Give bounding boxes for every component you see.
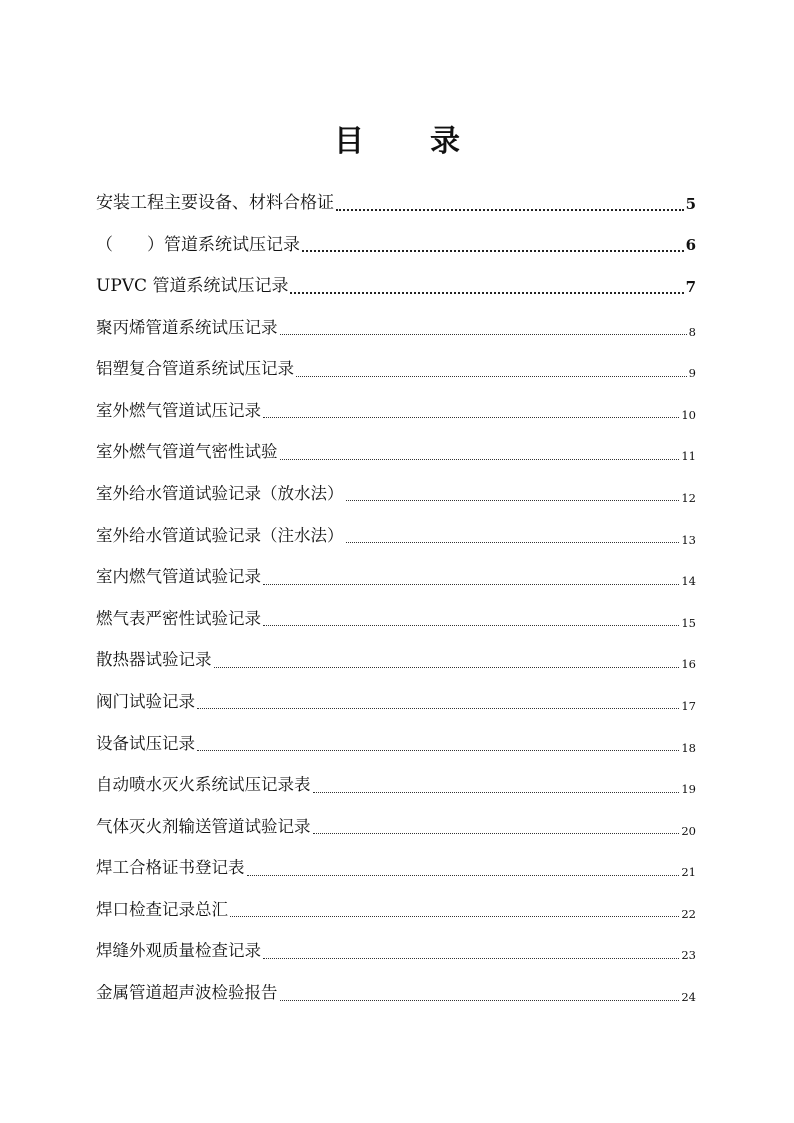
toc-leader-dots [263,625,679,626]
toc-entry-page: 16 [681,657,696,672]
toc-entry[interactable] [96,346,696,388]
toc-entry[interactable] [96,180,696,222]
toc-entry-label: 聚丙烯管道系统试压记录 [96,317,278,337]
toc-leader-dots [214,667,680,668]
toc-leader-dots [346,542,680,543]
toc-leader-dots [247,875,680,876]
toc-entry-label: 焊缝外观质量检查记录 [96,941,261,961]
toc-entry-page: 24 [681,990,696,1005]
toc-entry[interactable] [96,471,696,513]
toc-entry[interactable] [96,554,696,596]
title-char-right: 录 [430,124,460,160]
toc-entry-page: 21 [681,865,696,880]
toc-entry[interactable] [96,721,696,763]
toc-entry-page: 18 [681,740,696,755]
toc-entry[interactable] [96,638,696,680]
toc-leader-dots [302,250,684,252]
toc-entry-page: 8 [688,324,696,339]
toc-leader-dots [263,958,679,959]
toc-entry-label: 室外燃气管道气密性试验 [96,442,278,462]
toc-entry[interactable] [96,513,696,555]
toc-leader-dots [280,459,680,460]
toc-entry-page: 11 [681,449,696,464]
toc-entry-label: 自动喷水灭火系统试压记录表 [96,775,311,795]
toc-entry[interactable] [96,263,696,305]
toc-entry[interactable] [96,388,696,430]
title-char-left: 目 [334,124,364,160]
toc-leader-dots [197,708,679,709]
toc-leader-dots [313,792,680,793]
toc-entry-page: 13 [681,532,696,547]
toc-entry-label: 设备试压记录 [96,733,195,753]
toc-entry-page: 14 [681,574,696,589]
toc-entry-page: 12 [681,490,696,505]
toc-entry[interactable] [96,887,696,929]
toc-leader-dots [313,833,680,834]
toc-entry-label: 室外燃气管道试压记录 [96,400,261,420]
toc-leader-dots [230,916,679,917]
toc-entry[interactable] [96,596,696,638]
toc-entry-label: UPVC 管道系统试压记录 [96,276,289,297]
toc-leader-dots [263,584,679,585]
toc-entry-page: 19 [681,782,696,797]
toc-entry[interactable] [96,679,696,721]
toc-entry-page: 17 [681,698,696,713]
toc-entry-page: 23 [681,948,696,963]
toc-entry[interactable] [96,430,696,472]
toc-entry-label: 焊工合格证书登记表 [96,858,245,878]
table-of-contents [96,180,696,1012]
toc-entry-page: 15 [681,615,696,630]
toc-entry-page: 5 [685,194,696,213]
toc-entry[interactable] [96,762,696,804]
toc-entry[interactable] [96,222,696,264]
toc-entry-page: 22 [681,906,696,921]
toc-leader-dots [263,417,679,418]
toc-entry[interactable] [96,804,696,846]
toc-entry-label: 焊口检查记录总汇 [96,899,228,919]
toc-entry-label: 金属管道超声波检验报告 [96,983,278,1003]
toc-entry-label: 室外给水管道试验记录（放水法） [96,483,344,503]
toc-entry-page: 9 [688,366,696,381]
toc-entry-label: （ ）管道系统试压记录 [96,234,300,255]
page-title [0,116,794,160]
toc-entry-label: 散热器试验记录 [96,650,212,670]
toc-entry-label: 铝塑复合管道系统试压记录 [96,359,294,379]
toc-entry-page: 10 [681,407,696,422]
toc-entry[interactable] [96,846,696,888]
toc-entry[interactable] [96,305,696,347]
toc-entry-label: 阀门试验记录 [96,691,195,711]
toc-leader-dots [296,376,687,377]
toc-entry-label: 气体灭火剂输送管道试验记录 [96,816,311,836]
toc-entry-page: 7 [685,277,696,296]
toc-entry-label: 室内燃气管道试验记录 [96,567,261,587]
toc-leader-dots [280,334,687,335]
toc-leader-dots [280,1000,680,1001]
toc-entry-label: 室外给水管道试验记录（注水法） [96,525,344,545]
toc-entry[interactable] [96,970,696,1012]
toc-leader-dots [336,209,684,211]
toc-entry[interactable] [96,929,696,971]
toc-entry-page: 6 [685,236,696,255]
toc-leader-dots [290,292,683,294]
toc-leader-dots [197,750,679,751]
toc-leader-dots [346,500,680,501]
toc-entry-label: 安装工程主要设备、材料合格证 [96,193,334,214]
toc-entry-label: 燃气表严密性试验记录 [96,608,261,628]
toc-entry-page: 20 [681,823,696,838]
